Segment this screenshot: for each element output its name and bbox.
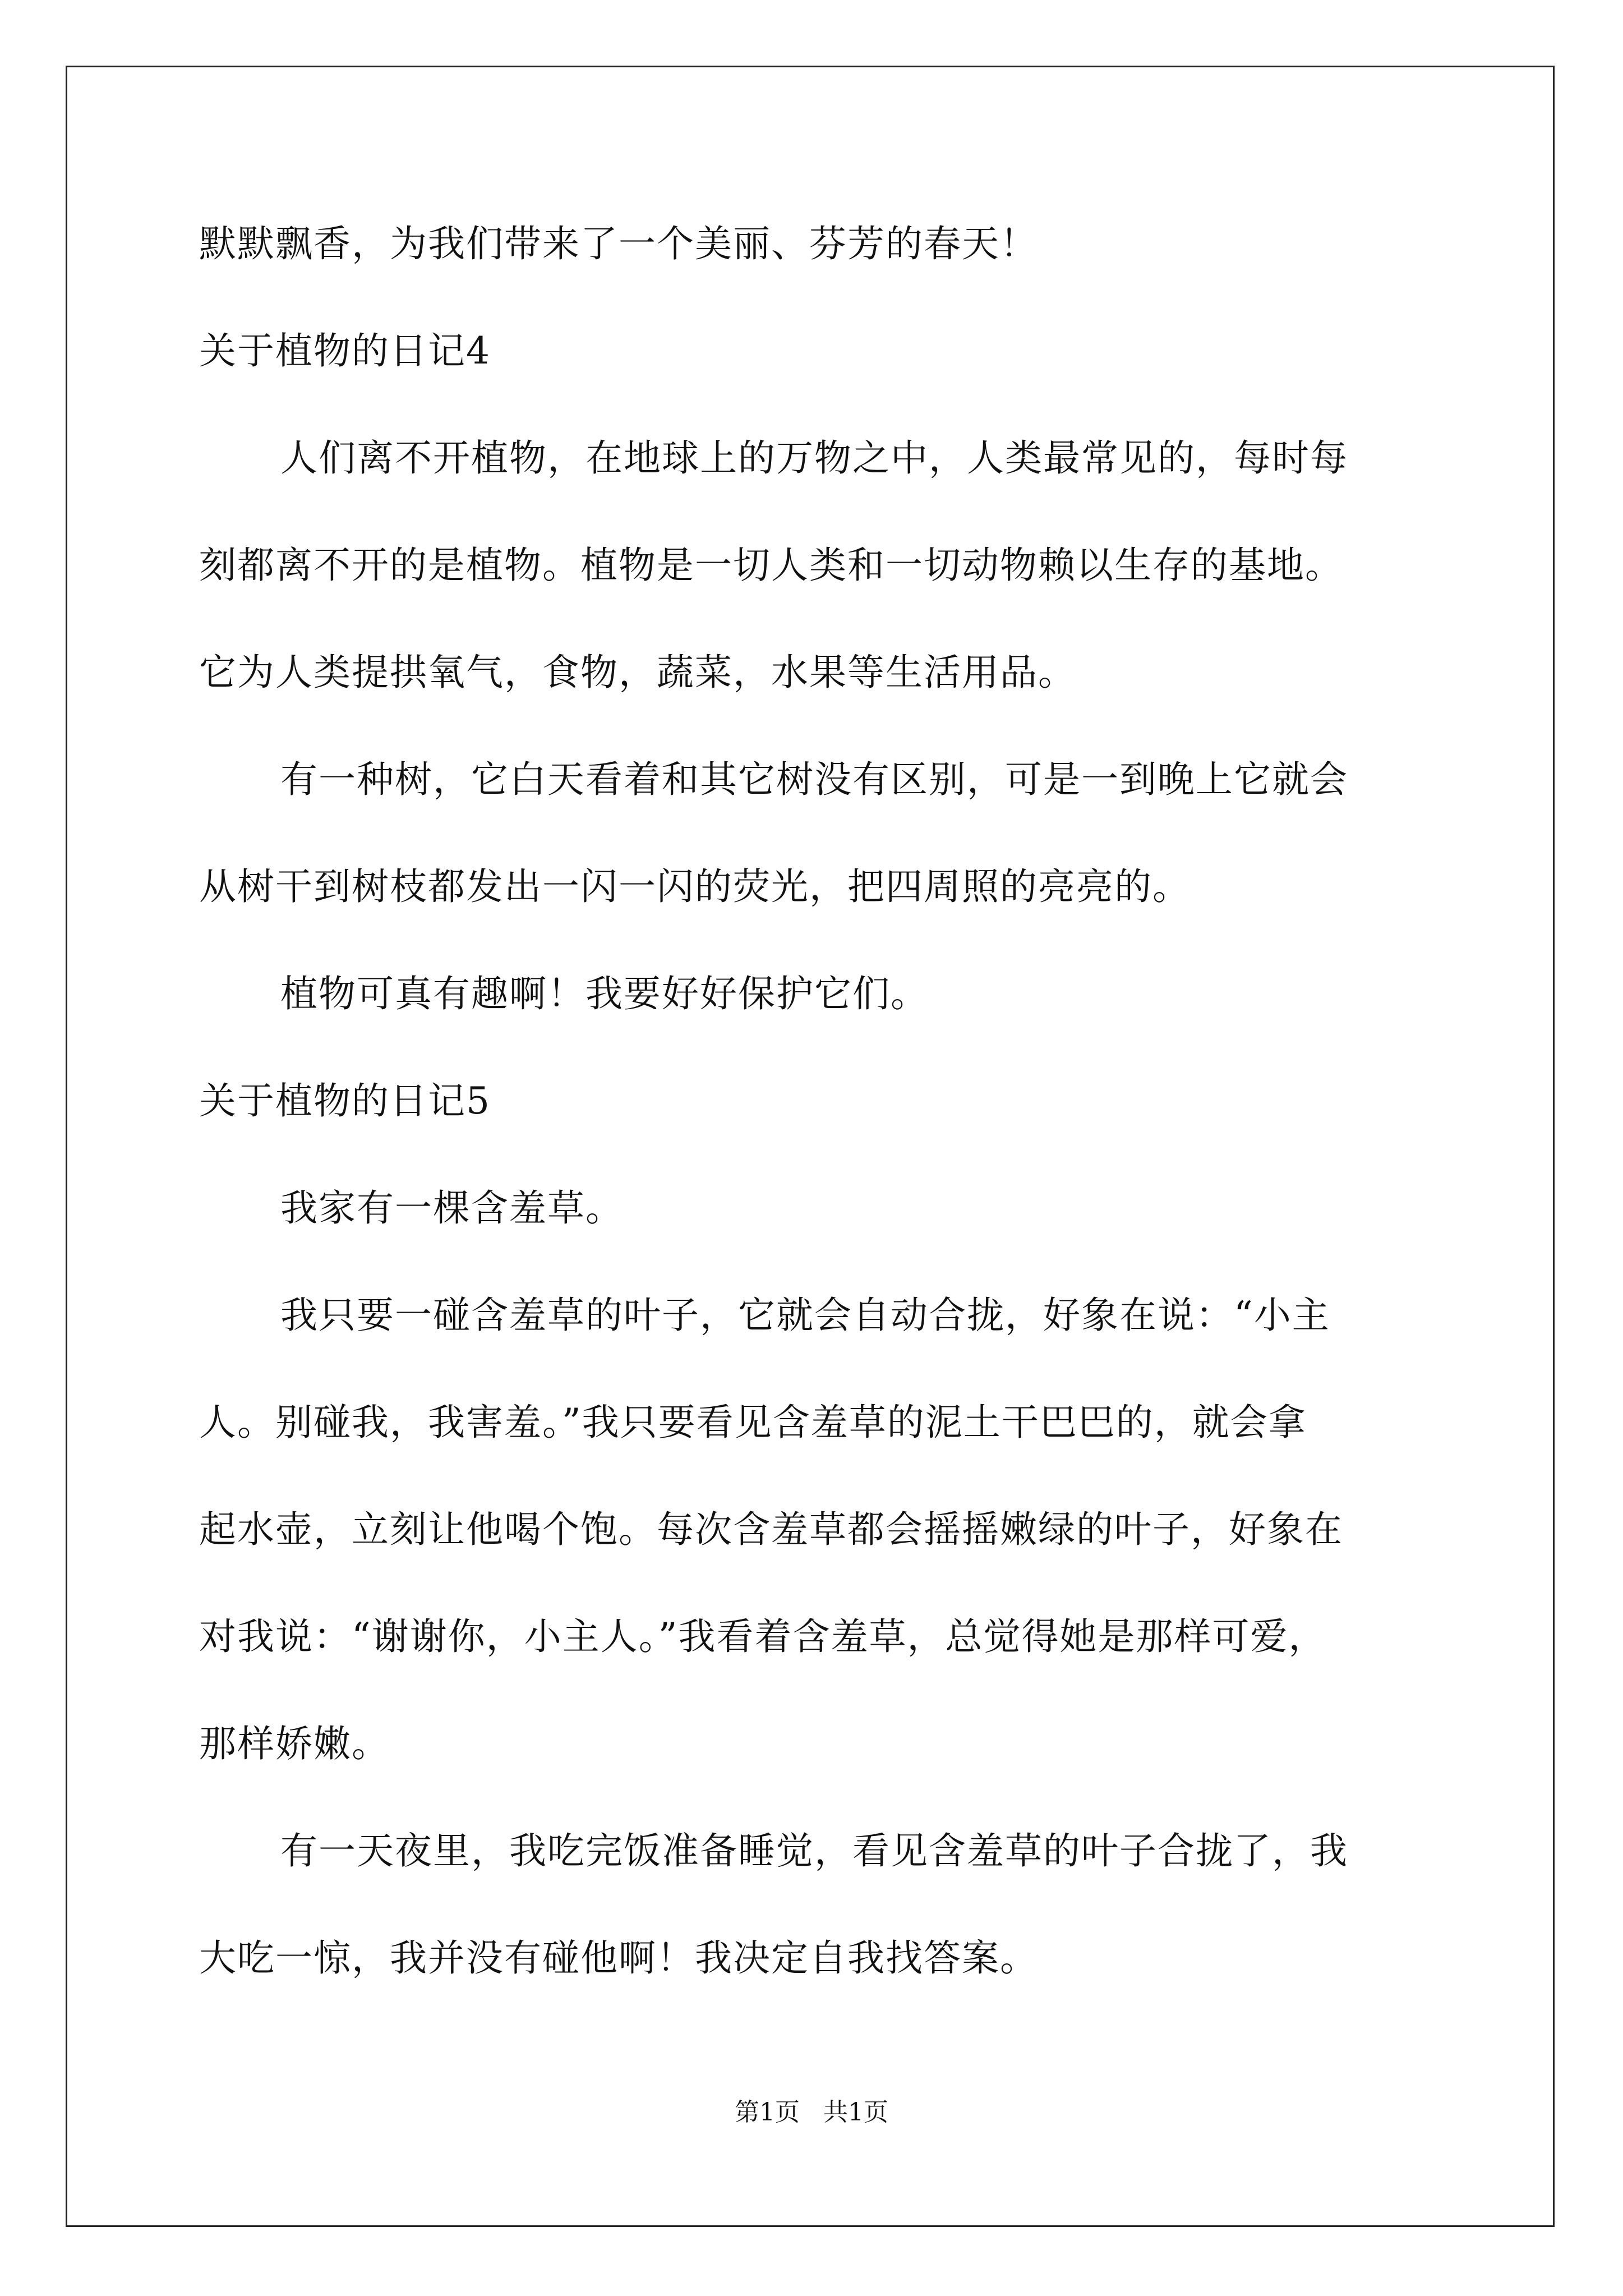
text-line: 起水壶，立刻让他喝个饱。每次含羞草都会摇摇嫩绿的叶子，好象在 [199, 1508, 1343, 1551]
text-line: 大吃一惊，我并没有碰他啊！我决定自我找答案。 [199, 1936, 1038, 1980]
text-line: 默默飘香，为我们带来了一个美丽、芬芳的春天！ [199, 222, 1038, 265]
text-line: 从树干到树枝都发出一闪一闪的荧光，把四周照的亮亮的。 [199, 865, 1191, 908]
text-line: 有一种树，它白天看着和其它树没有区别，可是一到晚上它就会 [280, 758, 1348, 801]
text-line: 我只要一碰含羞草的叶子，它就会自动合拢，好象在说：“小主 [280, 1294, 1330, 1337]
text-line: 对我说：“谢谢你，小主人。”我看着含羞草，总觉得她是那样可爱， [199, 1615, 1327, 1658]
text-line: 植物可真有趣啊！我要好好保护它们。 [280, 972, 929, 1015]
section-heading: 关于植物的日记4 [199, 329, 491, 372]
text-line: 有一天夜里，我吃完饭准备睡觉，看见含羞草的叶子合拢了，我 [280, 1829, 1348, 1872]
section-heading: 关于植物的日记5 [199, 1079, 491, 1122]
text-line: 我家有一棵含羞草。 [280, 1186, 624, 1230]
text-line: 那样娇嫩。 [199, 1722, 390, 1765]
text-line: 人们离不开植物，在地球上的万物之中，人类最常见的，每时每 [280, 436, 1348, 480]
text-line: 它为人类提拱氧气，食物，蔬菜，水果等生活用品。 [199, 651, 1076, 694]
text-line: 刻都离不开的是植物。植物是一切人类和一切动物赖以生存的基地。 [199, 544, 1343, 587]
page-footer: 第1页 共1页 [735, 2098, 888, 2127]
text-line: 人。别碰我，我害羞。”我只要看见含羞草的泥土干巴巴的，就会拿 [199, 1401, 1307, 1444]
document-body [199, 213, 1433, 2035]
